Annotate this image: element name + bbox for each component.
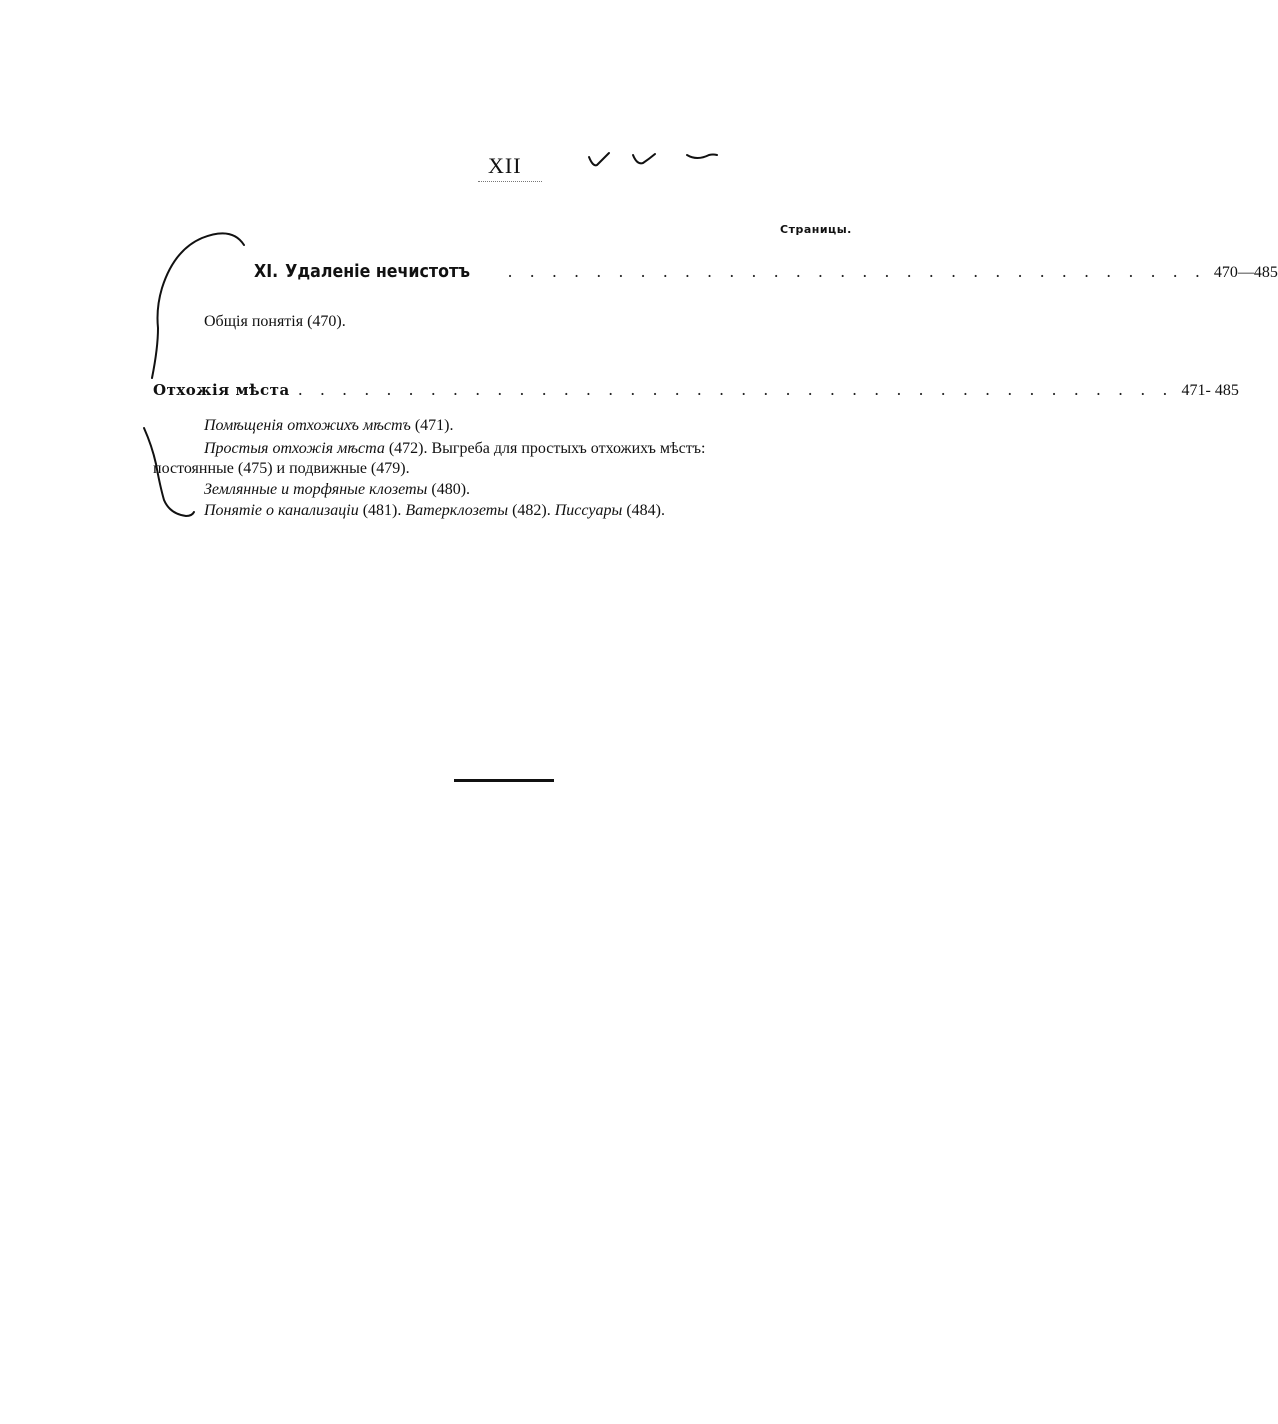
handwritten-bracket-top bbox=[140, 228, 250, 388]
subsection-line-2-continued: постоянные (475) и подвижные (479). bbox=[153, 460, 410, 477]
chapter-title-text: Удаленіе нечистотъ bbox=[285, 261, 471, 282]
subsection-line-2 bbox=[204, 440, 705, 458]
chapter-number: XI. bbox=[254, 261, 279, 282]
subsection-line-4 bbox=[204, 502, 665, 520]
handwritten-check-marks bbox=[585, 145, 720, 175]
section-pages: 471- 485 bbox=[1181, 382, 1239, 399]
page-number: XII bbox=[488, 153, 522, 178]
subsection-4-pages-a: (481). bbox=[358, 502, 406, 519]
chapter-dot-leader: . . . . . . . . . . . . . . . . . . . . . . . . . . . . . . . . bbox=[507, 262, 1206, 281]
subsection-2-title: Простыя отхожія мѣста bbox=[204, 440, 385, 457]
section-title: Отхожія мѣста bbox=[153, 381, 290, 399]
pages-column-header: Страницы. bbox=[780, 223, 852, 236]
page-number-underline bbox=[478, 181, 542, 182]
subsection-3-pages: (480). bbox=[427, 481, 471, 498]
subsection-line-3 bbox=[204, 481, 470, 499]
general-notes: Общія понятія (470). bbox=[204, 313, 346, 330]
subsection-4-pages-b: (482). bbox=[508, 502, 555, 519]
chapter-pages: 470—485 bbox=[1213, 264, 1278, 281]
end-rule bbox=[454, 779, 554, 782]
subsection-4-title-c: Писсуары bbox=[554, 502, 623, 519]
chapter-title bbox=[254, 261, 470, 282]
subsection-2-text: (472). Выгреба для простыхъ отхожихъ мѣстъ: bbox=[384, 440, 706, 457]
subsection-3-title: Землянные и торфяные клозеты bbox=[204, 481, 428, 498]
subsection-4-title-b: Ватерклозеты bbox=[405, 502, 509, 519]
section-dot-leader: . . . . . . . . . . . . . . . . . . . . . . . . . . . . . . . . . . . . . . . . bbox=[297, 380, 1174, 399]
subsection-line-1 bbox=[204, 417, 453, 435]
subsection-1-pages: (471). bbox=[410, 417, 454, 434]
section-entry bbox=[153, 380, 1239, 400]
subsection-4-pages-c: (484). bbox=[622, 502, 665, 519]
subsection-1-title: Помѣщенія отхожихъ мѣстъ bbox=[204, 417, 411, 434]
subsection-4-title-a: Понятіе о канализаціи bbox=[204, 502, 359, 519]
chapter-entry bbox=[254, 261, 1278, 282]
